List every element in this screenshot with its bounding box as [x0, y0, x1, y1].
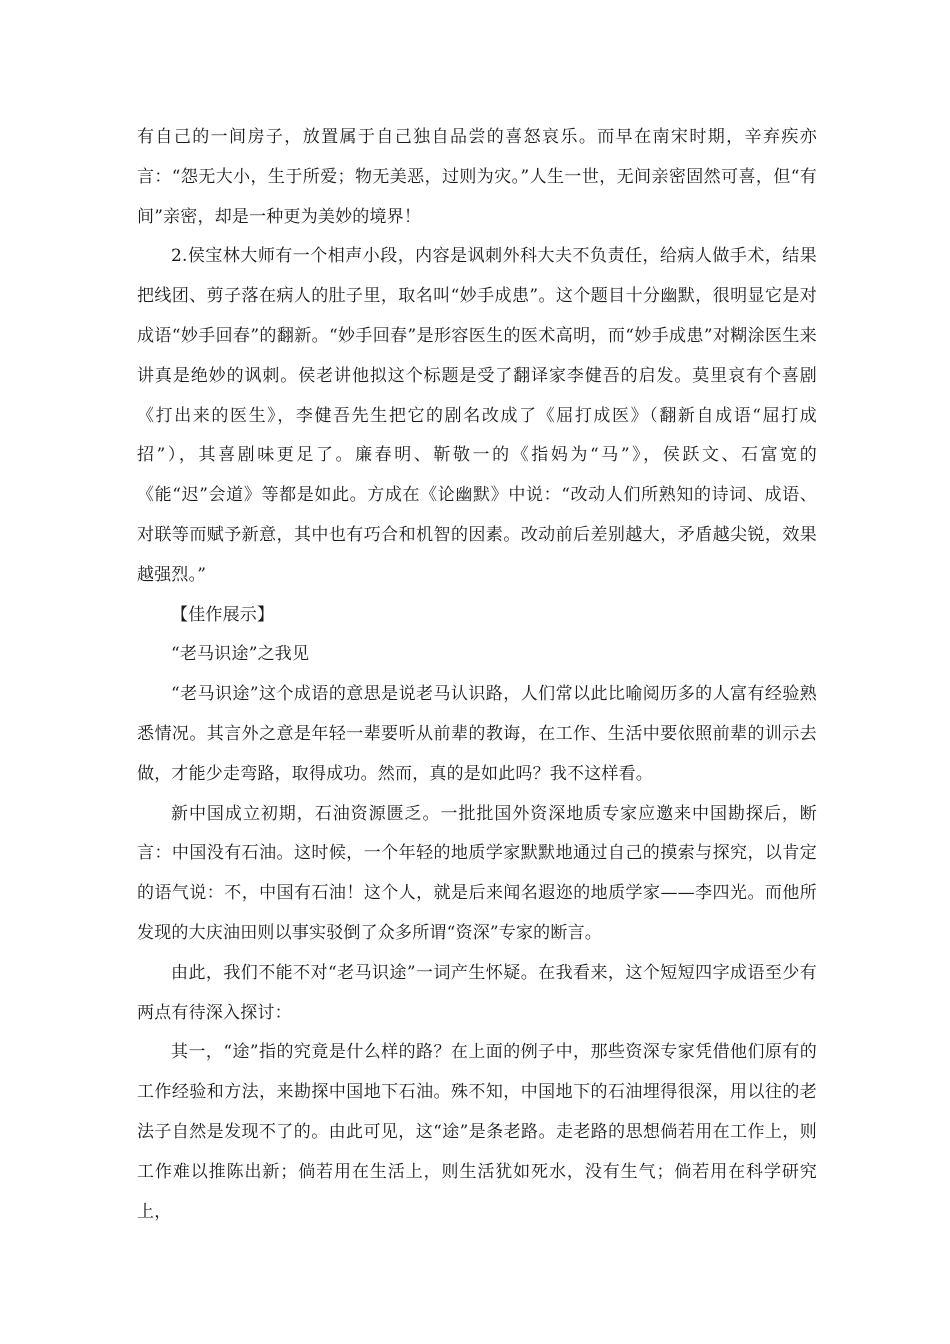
document-page	[137, 118, 817, 1232]
paragraph-example-2: 2.侯宝林大师有一个相声小段，内容是讽刺外科大夫不负责任，给病人做手术，结果把线团、剪子落在病人的肚子里，取名叫“妙手成患”。这个题目十分幽默，很明显它是对成语“妙手回春”的翻新。“妙手回春”是形容医生的医术高明，而“妙手成患”对糊涂医生来讲真是绝妙的讽刺。侯老讲他拟这个标题是受了翻译家李健吾的启发。莫里哀有个喜剧《打出来的医生》，李健吾先生把它的剧名改成了《屈打成医》（翻新自成语“屈打成招”），其喜剧味更足了。廉春明、靳敬一的《指妈为“马”》，侯跃文、石富宽的《能“迟”会道》等都是如此。方成在《论幽默》中说：“改动人们所熟知的诗词、成语、对联等而赋予新意，其中也有巧合和机智的因素。改动前后差别越大，矛盾越尖锐，效果越强烈。”	[137, 246, 817, 585]
essay-paragraph: 由此，我们不能不对“老马识途”一词产生怀疑。在我看来，这个短短四字成语至少有两点有待深入探讨：	[137, 962, 817, 1023]
essay-paragraph: 新中国成立初期，石油资源匮乏。一批批国外资深地质专家应邀来中国勘探后，断言：中国没有石油。这时候，一个年轻的地质学家默默地通过自己的摸索与探究，以肯定的语气说：不，中国有石油！这个人，就是后来闻名遐迩的地质学家——李四光。而他所发现的大庆油田则以事实驳倒了众多所谓“资深”专家的断言。	[137, 803, 817, 943]
essay-title: “老马识途”之我见	[171, 644, 310, 665]
section-heading: 【佳作展示】	[171, 604, 275, 625]
paragraph-continuation: 有自己的一间房子，放置属于自己独自品尝的喜怒哀乐。而早在南宋时期，辛弃疾亦言：“怨无大小，生于所爱；物无美恶，过则为灾。”人生一世，无间亲密固然可喜，但“有间”亲密，却是一种更为美妙的境界！	[137, 127, 817, 227]
essay-paragraph: “老马识途”这个成语的意思是说老马认识路，人们常以此比喻阅历多的人富有经验熟悉情况。其言外之意是年轻一辈要听从前辈的教诲，在工作、生活中要依照前辈的训示去做，才能少走弯路，取得成功。然而，真的是如此吗？我不这样看。	[137, 684, 817, 784]
essay-paragraph: 其一，“途”指的究竟是什么样的路？在上面的例子中，那些资深专家凭借他们原有的工作经验和方法，来勘探中国地下石油。殊不知，中国地下的石油埋得很深，用以往的老法子自然是发现不了的。由此可见，这“途”是条老路。走老路的思想倘若用在工作上，则工作难以推陈出新；倘若用在生活上，则生活犹如死水，没有生气；倘若用在科学研究上，	[137, 1042, 817, 1222]
